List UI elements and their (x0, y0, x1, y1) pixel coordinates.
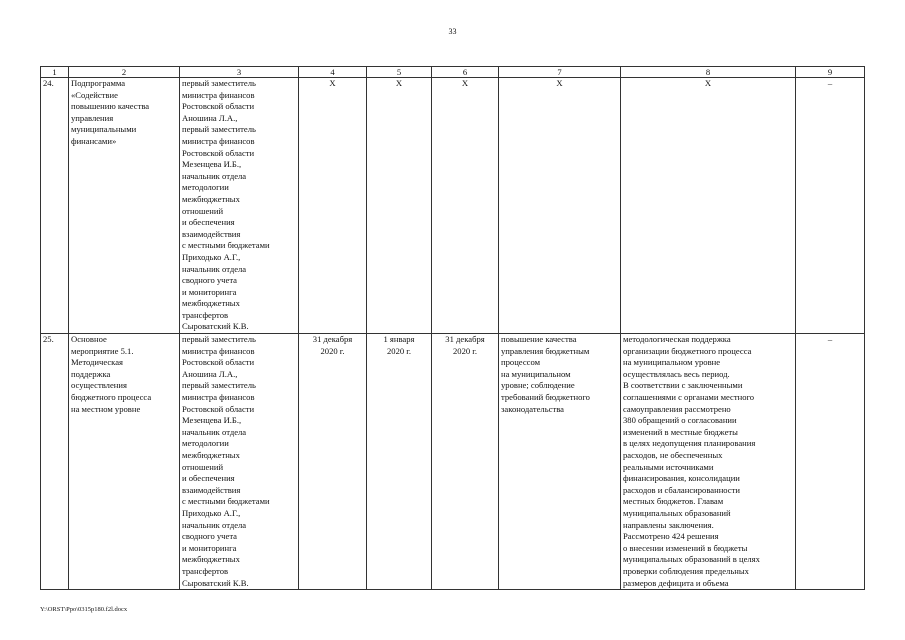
column-header-1: 1 (41, 67, 69, 78)
program-name: Подпрограмма «Содействие повышению качества управления муниципальными финансами» (69, 78, 180, 334)
planned-results: повышение качества управления бюджетным процессом на муниципальном уровне; соблюдение требований бюджетного законодательства (499, 334, 621, 590)
row-number: 24. (41, 78, 69, 334)
report-table (40, 66, 865, 590)
actual-results: X (621, 78, 796, 334)
column-header-8: 8 (621, 67, 796, 78)
column-header-9: 9 (796, 67, 865, 78)
actual-end-date: X (432, 78, 499, 334)
program-name: Основное мероприятие 5.1. Методическая поддержка осуществления бюджетного процесса на местном уровне (69, 334, 180, 590)
actual-start-date: X (367, 78, 432, 334)
column-header-4: 4 (299, 67, 367, 78)
column-header-6: 6 (432, 67, 499, 78)
responsible-executors: первый заместитель министра финансов Ростовской области Аношина Л.А., первый заместитель министра финансов Ростовской области Мезенцева И.Б., начальник отдела методологии межбюджетных отношений и обеспечения взаимодействия с местными бюджетами Приходько А.Г., начальник отдела сводного учета и мониторинга межбюджетных трансфертов Сыроватский К.В. (180, 334, 299, 590)
notes: – (796, 334, 865, 590)
notes: – (796, 78, 865, 334)
actual-start-date: 1 января 2020 г. (367, 334, 432, 590)
column-number-row (41, 67, 865, 78)
page-number: 33 (448, 27, 457, 36)
planned-end-date: 31 декабря 2020 г. (299, 334, 367, 590)
column-header-7: 7 (499, 67, 621, 78)
actual-end-date: 31 декабря 2020 г. (432, 334, 499, 590)
column-header-2: 2 (69, 67, 180, 78)
column-header-5: 5 (367, 67, 432, 78)
file-path-footer: Y:\ORST\Ppo\0315p180.f2l.docx (40, 606, 128, 613)
responsible-executors: первый заместитель министра финансов Ростовской области Аношина Л.А., первый заместитель министра финансов Ростовской области Мезенцева И.Б., начальник отдела методологии межбюджетных отношений и обеспечения взаимодействия с местными бюджетами Приходько А.Г., начальник отдела сводного учета и мониторинга межбюджетных трансфертов Сыроватский К.В. (180, 78, 299, 334)
planned-results: X (499, 78, 621, 334)
actual-results: методологическая поддержка организации бюджетного процесса на муниципальном уровне осуществлялась весь период. В соответствии с заключенными соглашениями с органами местного самоуправления рассмотрено 380 обращений о согласовании изменений в местные бюджеты в целях недопущения планирования расходов, не обеспеченных реальными источниками финансирования, консолидации расходов и сбалансированности местных бюджетов. Главам муниципальных образований направлены заключения. Рассмотрено 424 решения о внесении изменений в бюджеты муниципальных образований в целях проверки соблюдения предельных размеров дефицита и объема (621, 334, 796, 590)
table-row (41, 78, 865, 334)
planned-end-date: X (299, 78, 367, 334)
row-number: 25. (41, 334, 69, 590)
column-header-3: 3 (180, 67, 299, 78)
table-row (41, 334, 865, 590)
